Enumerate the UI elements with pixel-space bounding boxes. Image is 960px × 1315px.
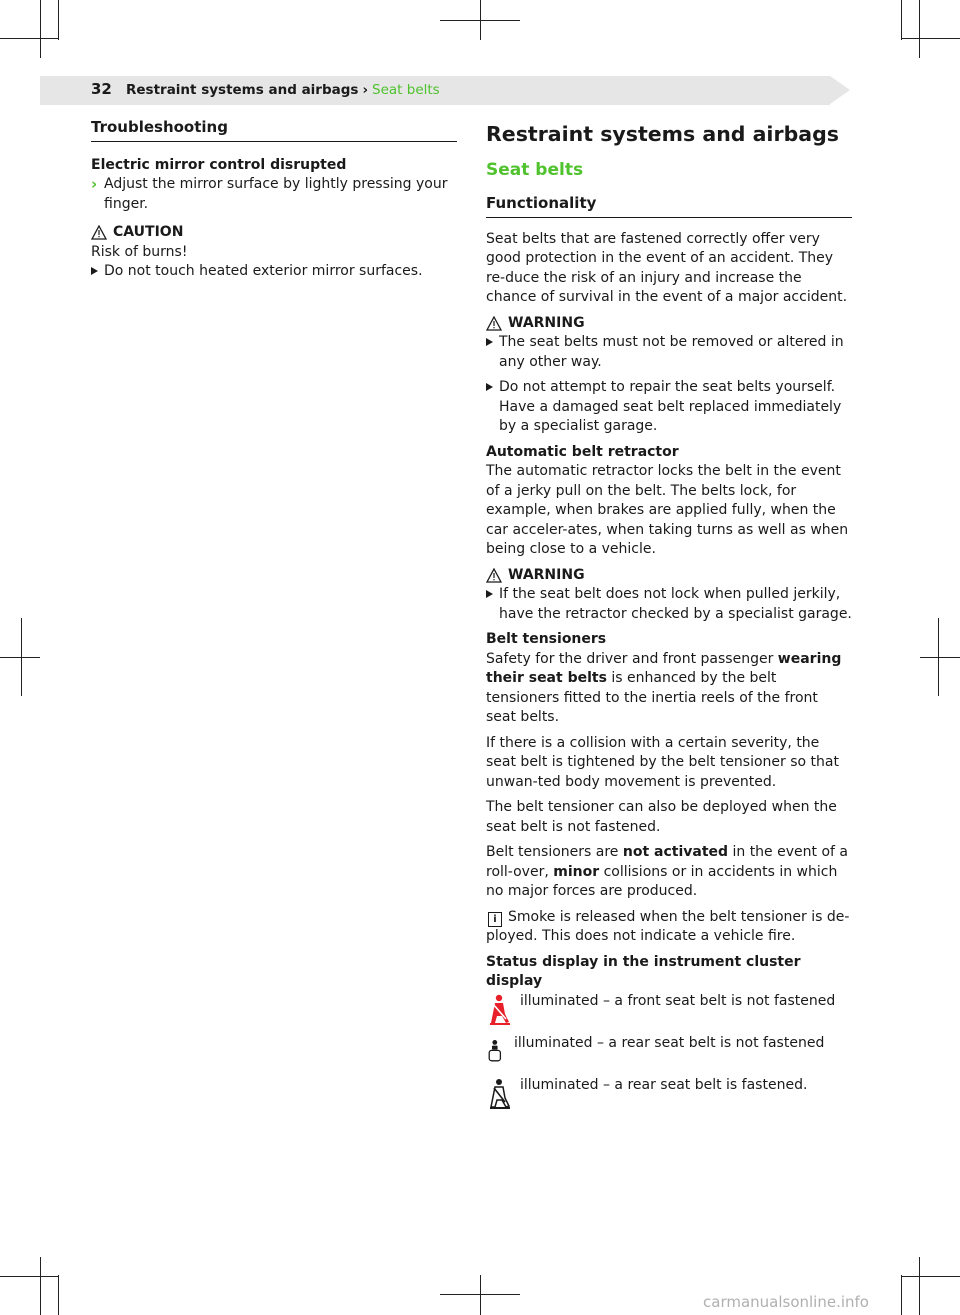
bullet-triangle-icon xyxy=(486,590,493,598)
tensioner-paragraph: If there is a collision with a certain severity, the seat belt is tightened by the belt tensioner so that unwan-ted body movement is prevented. xyxy=(486,734,839,790)
rear-seat-unfastened-icon xyxy=(486,1034,510,1070)
warning-list xyxy=(486,333,852,437)
chevron-right-icon: › xyxy=(91,175,98,193)
list-item: The seat belts must not be removed or altered in any other way. xyxy=(486,333,852,372)
warning-heading: WARNING xyxy=(486,566,852,586)
list-item: If the seat belt does not lock when pulled jerkily, have the retractor checked by a specialist garage. xyxy=(486,585,852,624)
caution-list xyxy=(91,262,457,282)
warning-triangle-icon xyxy=(486,316,502,331)
status-item: illuminated – a rear seat belt is not fastened xyxy=(486,1034,852,1070)
list-item: Do not attempt to repair the seat belts yourself. Have a damaged seat belt replaced immediately by a specialist garage. xyxy=(486,378,852,437)
rear-seat-fastened-icon xyxy=(486,1076,516,1112)
status-item: illuminated – a front seat belt is not fastened xyxy=(486,992,852,1028)
retractor-paragraph: The automatic retractor locks the belt in the event of a jerky pull on the belt. The belts lock, for example, when brakes are applied fully, when the car acceler-ates, when taking turns as well as when being close to a vehicle. xyxy=(486,463,849,557)
instruction-list xyxy=(91,175,457,214)
note-paragraph: i Smoke is released when the belt tensioner is de-ployed. This does not indicate a vehicle fire. xyxy=(486,908,850,944)
breadcrumb-current[interactable]: Seat belts xyxy=(372,82,440,98)
status-item: illuminated – a rear seat belt is fastened. xyxy=(486,1076,852,1112)
bullet-triangle-icon xyxy=(91,267,98,275)
page-number: 32 xyxy=(91,80,112,98)
right-column xyxy=(486,118,852,1118)
tensioner-paragraph: The belt tensioner can also be deployed when the seat belt is not fastened. xyxy=(486,799,837,835)
breadcrumb-section[interactable]: Restraint systems and airbags xyxy=(126,82,359,98)
warning-heading: WARNING xyxy=(486,314,852,334)
mirror-subheading: Electric mirror control disrupted xyxy=(91,156,347,173)
left-column xyxy=(91,118,457,288)
intro-paragraph: Seat belts that are fastened correctly offer very good protection in the event of an accident. They re-duce the risk of an injury and increase the chance of survival in the event of a major accident. xyxy=(486,230,848,305)
info-icon: i xyxy=(488,912,502,927)
tensioner-paragraph: Safety for the driver and front passenger wearing their seat belts is enhanced by the belt tensioners fitted to the inertia reels of the front seat belts. xyxy=(486,650,842,725)
caution-heading: CAUTION xyxy=(91,223,457,243)
section-title: Seat belts xyxy=(486,160,584,180)
tensioner-paragraph: Belt tensioners are not activated in the event of a roll-over, minor collisions or in accidents in which no major forces are produced. xyxy=(486,844,848,899)
chapter-title: Restraint systems and airbags xyxy=(486,122,839,146)
troubleshooting-heading: Troubleshooting xyxy=(91,118,457,142)
breadcrumb xyxy=(126,82,440,98)
status-heading: Status display in the instrument cluster display xyxy=(486,953,801,989)
warning-triangle-icon xyxy=(91,225,107,240)
retractor-heading: Automatic belt retractor xyxy=(486,443,679,460)
bullet-triangle-icon xyxy=(486,338,493,346)
list-item: › Adjust the mirror surface by lightly pressing your finger. xyxy=(91,175,448,212)
caution-text: Risk of burns! xyxy=(91,243,188,260)
watermark: carmanualsonline.info xyxy=(703,1293,869,1311)
bullet-triangle-icon xyxy=(486,383,493,391)
seatbelt-red-icon xyxy=(486,992,516,1028)
header-bar-tip xyxy=(830,76,850,104)
breadcrumb-separator: › xyxy=(362,82,369,98)
list-item: Do not touch heated exterior mirror surfaces. xyxy=(91,262,457,282)
tensioner-heading: Belt tensioners xyxy=(486,631,607,647)
functionality-heading: Functionality xyxy=(486,194,852,218)
warning-list xyxy=(486,585,852,624)
warning-triangle-icon xyxy=(486,568,502,583)
